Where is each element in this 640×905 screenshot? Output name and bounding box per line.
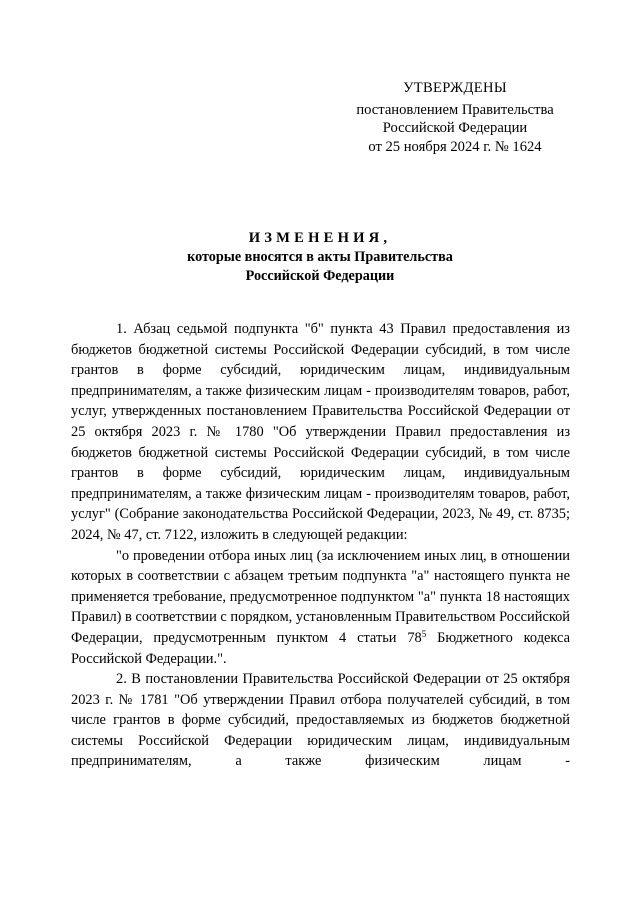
document-body (71, 319, 570, 772)
approval-line-2: Российской Федерации (382, 120, 528, 137)
superscript-5: 5 (421, 628, 427, 639)
approval-line-3: от 25 ноября 2024 г. № 1624 (368, 139, 542, 156)
paragraph-item-1: 1. Абзац седьмой подпункта "б" пункта 43 Правил предоставления из бюджетов бюджетной системы Российской Федерации субсидий, в том числе грантов в форме субсидий, юридическим лицам, индивидуальным предпринимателям, а также физическим лицам - производителям товаров, работ, услуг, утвержденных постановлением Правительства Российской Федерации от 25 октября 2023 г. № 1780 "Об утверждении Правил предоставления из бюджетов бюджетной системы Российской Федерации субсидий, в том числе грантов в форме субсидий, юридическим лицам, индивидуальным предпринимателям, а также физическим лицам - производителям товаров, работ, услуг" (Собрание законодательства Российской Федерации, 2023, № 49, ст. 8735; 2024, № 47, ст. 7122, изложить в следующей редакции: (71, 321, 570, 543)
approval-heading: УТВЕРЖДЕНЫ (403, 80, 507, 96)
title-main: ИЗМЕНЕНИЯ, (248, 230, 392, 246)
paragraph-item-2: 2. В постановлении Правительства Российской Федерации от 25 октября 2023 г. № 1781 "Об утверждении Правил отбора получателей субсидий, в том числе грантов в форме субсидий, предоставляемых из бюджетов бюджетной системы Российской Федерации юридическим лицам, индивидуальным предпринимателям, а также физическим лицам - (71, 671, 570, 770)
title-subtitle-2: Российской Федерации (245, 267, 395, 284)
approval-line-1: постановлением Правительства (356, 101, 554, 118)
document-title (0, 228, 640, 286)
paragraph-item-1-quote (71, 546, 570, 670)
title-subtitle-1: которые вносятся в акты Правительства (187, 249, 453, 265)
approval-stamp (330, 79, 580, 157)
quote-text-end: Бюджетного кодекса Российской Федерации.". (71, 629, 570, 667)
quote-text: "о проведении отбора иных лиц (за исключением иных лиц, в отношении которых в соответствии с абзацем третьим подпункта "а" настоящего пункта не применяется требование, предусмотренное подпунктом "а" пункта 18 настоящих Правил) в соответствии с порядком, установленным Правительством Российской Федерации, предусмотренным пунктом 4 статьи 78 (71, 547, 570, 646)
